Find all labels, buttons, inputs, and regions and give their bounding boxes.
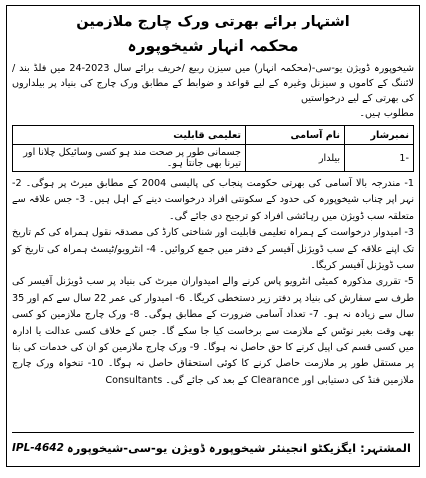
footer (12, 432, 414, 463)
header-qualification: تعلیمی قابلیت (13, 126, 246, 145)
header-post-name: نام آسامی (246, 126, 345, 145)
posts-table (12, 125, 414, 172)
terms-paragraph-2: 3- امیدوار درخواست کے ہمراہ تعلیمی قابلیت اور شناختی کارڈ کی مصدقہ نقول ہمراہ کی کم تاریخ تک اپنے علاقہ کے سب ڈویژنل آفیسر کے دفتر میں جمع کروائیں۔ 4- انٹرویو/ٹیسٹ ہمراہ کی تاریخ کو سب ڈویژنل آفیسر کریگا۔ (12, 227, 414, 272)
intro-text: شیخوپورہ ڈویژن یو-سی-(محکمہ انہار) میں سیزن ربیع /خریف برائے سال 2023-24 میں فلڈ بند /لائننگ کے کاموں و سیزنل وغیرہ کے لیے قواعد و ضوابط کے مطابق ورک چارج کی بنیاد پر بیلداروں کی بھرتی کے لیے درخواستیں (12, 63, 415, 104)
header-serial: نمبرشار (345, 126, 414, 145)
intro-label: مطلوب ہیں۔ (359, 108, 414, 119)
table-header-row (13, 126, 414, 145)
terms-paragraph-3: 5- تقرری مذکورہ کمیٹی انٹرویو پاس کرنے والے امیدواران میرٹ کی بنیاد پر سب ڈویژنل آفیسر کی طرف سے سفارش کی بنیاد پر دفتر زیر دستخطی کریگا۔ 6- امیدوار کی عمر 22 سال سے کم اور 35 سال سے زیادہ نہ ہو۔ 7- تعداد آسامی ضرورت کے مطابق ہوگی۔ 8- ورک چارج ملازمین کو کسی بھی وقت بغیر نوٹس کے ملازمت سے برخاست کیا جا سکے گا۔ جس کے خلاف کسی عدالت یا ادارہ میں کسی قسم کی اپیل کرنے کا حق حاصل نہ ہوگا۔ 9- ورک چارج ملازمین کو ان کی خدمات کی بنا پر مستقل طور پر ملازمت حاصل کرنے کا کوئی استحقاق حاصل نہ ہوگا۔ 10- تنخواہ ورک چارج ملازمین فنڈ کی دستیابی اور Clearance کے بعد کی جائے گی۔ Consultants (12, 276, 414, 386)
cell-serial: -1 (345, 145, 414, 172)
cell-qualification: جسمانی طور پر صحت مند ہو کسی وسائیکل چلانا اور تیرنا بھی جانتا ہو۔ (13, 145, 246, 172)
intro-paragraph (12, 61, 414, 121)
table-row (13, 145, 414, 172)
department-title: محکمہ انہار شیخوپورہ (127, 37, 299, 55)
terms-section (12, 176, 414, 389)
terms-paragraph-1: 1- مندرجہ بالا آسامی کی بھرتی حکومت پنجاب کی پالیسی 2004 کے مطابق میرٹ پر ہوگی۔ 2- نہر اپر چناب شیخوپورہ کی حدود کے سکونتی افراد درخواست دینے کے اہل ہیں۔ 3- جس علاقہ سے متعلقہ سب ڈویژن میں رہائشی افراد کو ترجیح دی جائے گی۔ (12, 178, 415, 222)
cell-post-name: بیلدار (246, 145, 345, 172)
ad-code: IPL-4642 (12, 442, 64, 454)
advertisement-page (6, 5, 420, 467)
issuer-line: المشتہر: ایگزیکٹو انجینئر شیخوپورہ ڈویژن یو-سی-شیخوپورہ (66, 441, 411, 455)
advertisement-title: اشتہار برائے بھرتی ورک چارج ملازمین (76, 14, 350, 30)
